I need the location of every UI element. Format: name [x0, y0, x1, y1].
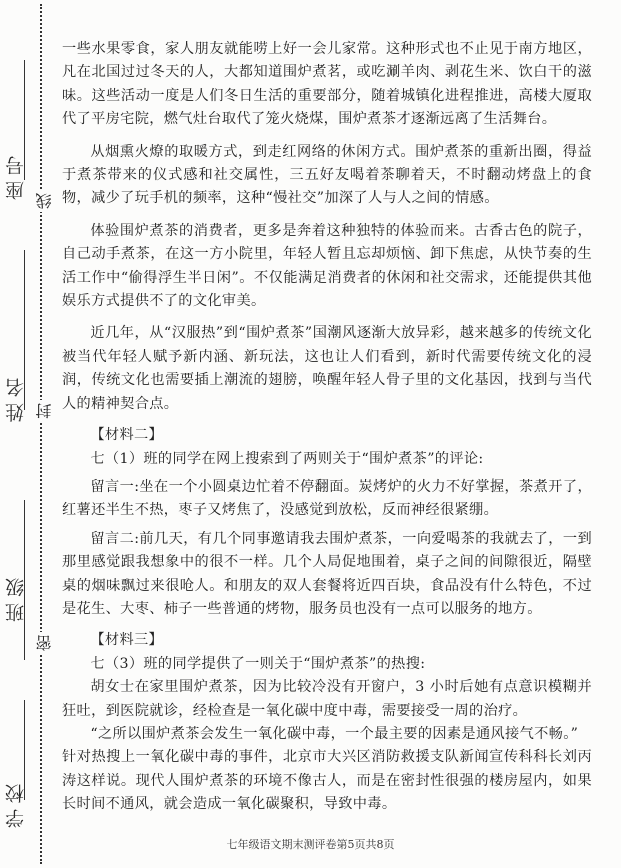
material3-quote: “之所以围炉煮茶会发生一氧化碳中毒，一个最主要的因素是通风接气不畅。”	[90, 725, 579, 742]
seat-number-label: 座号	[5, 150, 27, 200]
passage-content	[62, 38, 592, 817]
material3-intro: 七（3）班的同学提供了一则关于“围炉煮茶”的热搜:	[90, 655, 426, 672]
binding-margin	[0, 0, 62, 868]
material2-heading: 【材料二】	[90, 427, 164, 444]
material3-paragraph-1: 胡女士在家里围炉煮茶，因为比较冷没有开窗户，3 小时后她有点意识模糊并狂吐，到医院就诊，经检查是一氧化碳中度中毒，需要接受一周的治疗。	[62, 679, 592, 719]
material2-comment-2: 留言二:前几天，有几个同事邀请我去围炉煮茶，一向爱喝茶的我就去了，一到那里感觉跟我想象中的很不一样。几个人局促地围着，桌子之间的间隙很近，隔壁桌的烟味飘过来很呛人。和朋友的双人套餐将近四百块，食品没有什么特色，不过是花生、大枣、柿子一些普通的烤物，服务员也没有一点可以服务的地方。	[62, 530, 592, 617]
material2-comment-1: 留言一:坐在一个小圆桌边忙着不停翻面。炭烤炉的火力不好掌握，茶煮开了，红薯还半生不热，枣子又烤焦了，没感觉到放松，反而神经很紧绷。	[62, 478, 592, 519]
school-label: 学校	[5, 778, 27, 828]
material2-intro: 七（1）班的同学在网上搜索到了两则关于“围炉煮茶”的评论:	[90, 450, 484, 467]
name-label: 姓名	[5, 372, 27, 422]
material3-paragraph-2: 针对热搜上一氧化碳中毒的事件，北京市大兴区消防救援支队新闻宣传科科长刘丙涛这样说。现代人围炉煮茶的环境不像古人，而是在密封性很强的楼房屋内，如果长时间不通风，就会造成一氧化碳聚积，导致中毒。	[62, 749, 592, 813]
seal-char-line: 线	[33, 190, 49, 212]
material3-heading: 【材料三】	[90, 632, 164, 649]
paragraph-2: 从烟熏火燎的取暖方式，到走红网络的休闲方式。围炉煮茶的重新出圈，得益于煮茶带来的仪式感和社交属性，三五好友喝着茶聊着天，不时翻动烤盘上的食物，减少了玩手机的频率，这种“慢社交”加深了人与人之间的情感。	[62, 143, 592, 207]
page-footer: 七年级语文期末测评卷第5页共8页	[226, 838, 395, 851]
seal-dotted-line	[40, 4, 42, 864]
paragraph-4: 近几年，从“汉服热”到“围炉煮茶”国潮风逐渐大放异彩，越来越多的传统文化被当代年轻人赋予新内涵、新玩法，这也让人们看到，新时代需要传统文化的浸润，传统文化也需要插上潮流的翅膀，唤醒年轻人骨子里的文化基因，找到与当代人的精神契合点。	[62, 325, 592, 412]
class-label: 班级	[5, 572, 27, 622]
paragraph-1: 一些水果零食，家人朋友就能唠上好一会儿家常。这种形式也不止见于南方地区，凡在北国过过冬天的人，大都知道围炉煮茗，或吃涮羊肉、剥花生米、饮白干的滋味。这些活动一度是人们冬日生活的重要部分，随着城镇化进程推进，高楼大厦取代了平房宅院，燃气灶台取代了笼火烧煤，围炉煮茶才逐渐远离了生活舞台。	[62, 41, 592, 128]
seal-char-seal: 封	[33, 400, 49, 422]
paragraph-3: 体验围炉煮茶的消费者，更多是奔着这种独特的体验而来。古香古色的院子，自己动手煮茶，在这一方小院里，年轻人暂且忘却烦恼、卸下焦虑，从快节奏的生活工作中“偷得浮生半日闲”。不仅能满足消费者的休闲和社交需求，还能提供其他娱乐方式提供不了的文化审美。	[62, 222, 592, 310]
seal-char-secret: 密	[33, 632, 49, 654]
